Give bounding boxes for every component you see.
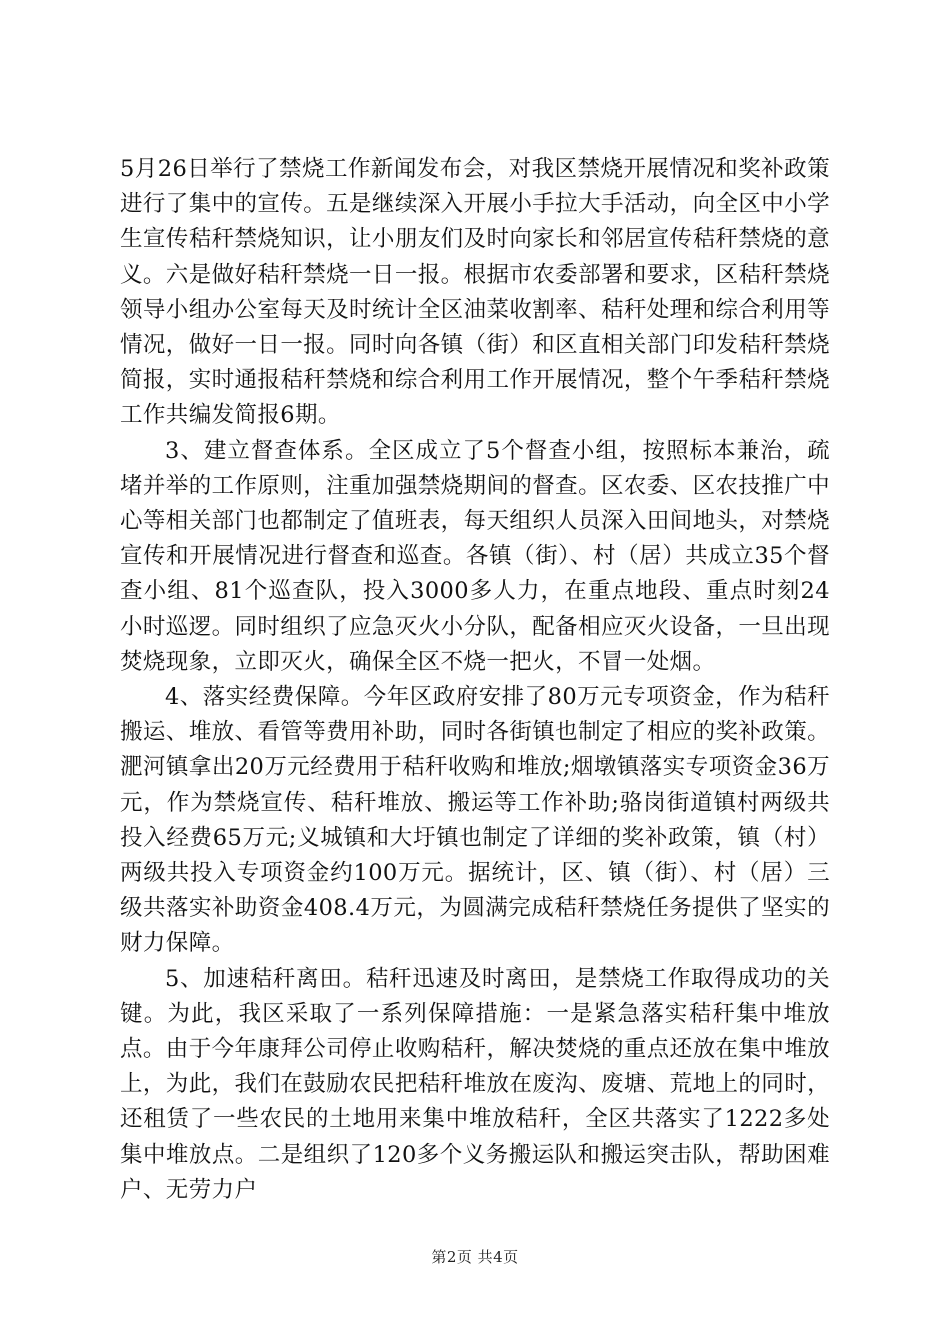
paragraph-4: 5、加速秸秆离田。秸秆迅速及时离田，是禁烧工作取得成功的关键。为此，我区采取了一系列保障措施：一是紧急落实秸秆集中堆放点。由于今年康拜公司停止收购秸秆，解决焚烧的重点还放在集中堆放上，为此，我们在鼓励农民把秸秆堆放在废沟、废塘、荒地上的同时，还租赁了一些农民的土地用来集中堆放秸秆，全区共落实了1222多处集中堆放点。二是组织了120多个义务搬运队和搬运突击队，帮助困难户、无劳力户 xyxy=(120,965,830,1203)
page-number-footer: 第2页 共4页 xyxy=(431,1248,519,1266)
document-body xyxy=(120,152,830,1208)
paragraph-3: 4、落实经费保障。今年区政府安排了80万元专项资金，作为秸秆搬运、堆放、看管等费用补助，同时各街镇也制定了相应的奖补政策。淝河镇拿出20万元经费用于秸秆收购和堆放;烟墩镇落实专项资金36万元，作为禁烧宣传、秸秆堆放、搬运等工作补助;骆岗街道镇村两级共投入经费65万元;义城镇和大圩镇也制定了详细的奖补政策，镇（村）两级共投入专项资金约100万元。据统计，区、镇（街）、村（居）三级共落实补助资金408.4万元，为圆满完成秸秆禁烧任务提供了坚实的财力保障。 xyxy=(120,684,830,957)
paragraph-2: 3、建立督查体系。全区成立了5个督查小组，按照标本兼治，疏堵并举的工作原则，注重加强禁烧期间的督查。区农委、区农技推广中心等相关部门也都制定了值班表，每天组织人员深入田间地头，对禁烧宣传和开展情况进行督查和巡查。各镇（街）、村（居）共成立35个督查小组、81个巡查队，投入3000多人力，在重点地段、重点时刻24小时巡逻。同时组织了应急灭火小分队，配备相应灭火设备，一旦出现焚烧现象，立即灭火，确保全区不烧一把火，不冒一处烟。 xyxy=(120,437,830,675)
paragraph-1: 5月26日举行了禁烧工作新闻发布会，对我区禁烧开展情况和奖补政策进行了集中的宣传。五是继续深入开展小手拉大手活动，向全区中小学生宣传秸秆禁烧知识，让小朋友们及时向家长和邻居宣传秸秆禁烧的意义。六是做好秸秆禁烧一日一报。根据市农委部署和要求，区秸秆禁烧领导小组办公室每天及时统计全区油菜收割率、秸秆处理和综合利用等情况，做好一日一报。同时向各镇（街）和区直相关部门印发秸秆禁烧简报，实时通报秸秆禁烧和综合利用工作开展情况，整个午季秸秆禁烧工作共编发简报6期。 xyxy=(120,156,830,429)
